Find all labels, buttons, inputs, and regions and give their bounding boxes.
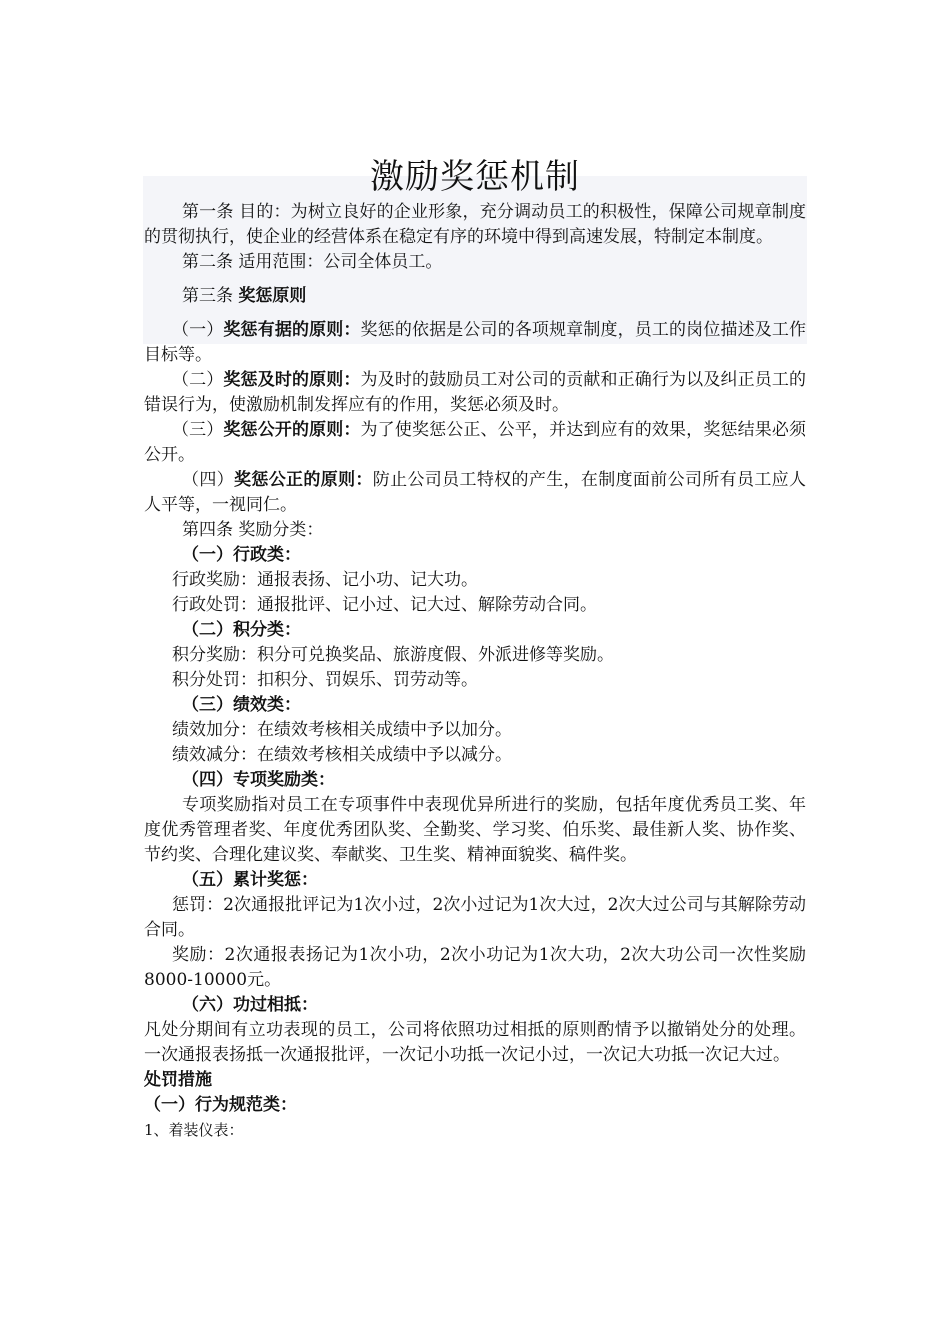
category-2-heading: （二）积分类：	[182, 620, 301, 640]
category-5-line-1: 惩罚：2次通报批评记为1次小过，2次小过记为1次大过，2次大过公司与其解除劳动合同。	[144, 895, 806, 940]
article-2: 第二条 适用范围：公司全体员工。	[182, 252, 443, 272]
category-6-heading: （六）功过相抵：	[182, 995, 318, 1015]
principle-num: （四）	[182, 470, 235, 490]
category-6-text: 凡处分期间有立功表现的员工，公司将依照功过相抵的原则酌情予以撤销处分的处理。一次通报表扬抵一次通报批评，一次记小功抵一次记小过，一次记大功抵一次记大过。	[144, 1020, 806, 1065]
document-title: 激励奖惩机制	[370, 156, 580, 197]
principle-2	[144, 368, 806, 418]
principle-name: 奖惩公正的原则：	[234, 470, 373, 490]
category-1-line-1: 行政奖励：通报表扬、记小功、记大功。	[172, 570, 478, 590]
principle-text: 奖惩的依据是公司的各项规章制度，员工的岗位描述及工作目标等。	[144, 320, 807, 365]
article-4: 第四条 奖励分类：	[182, 520, 324, 540]
category-3-line-2: 绩效减分：在绩效考核相关成绩中予以减分。	[172, 745, 512, 765]
category-1-heading: （一）行政类：	[182, 545, 301, 565]
principle-text: 防止公司员工特权的产生，在制度面前公司所有员工应人人平等，一视同仁。	[144, 470, 807, 515]
article-3-heading: 奖惩原则	[238, 286, 307, 306]
article-1: 第一条 目的：为树立良好的企业形象，充分调动员工的积极性，保障公司规章制度的贯彻执行，使企业的经营体系在稳定有序的环境中得到高速发展，特制定本制度。	[144, 202, 806, 247]
measures-heading: 处罚措施	[144, 1070, 212, 1090]
principle-1	[144, 318, 806, 368]
principle-name: 奖惩及时的原则：	[223, 370, 361, 390]
principle-4	[144, 468, 806, 518]
category-4-text: 专项奖励指对员工在专项事件中表现优异所进行的奖励，包括年度优秀员工奖、年度优秀管理者奖、年度优秀团队奖、全勤奖、学习奖、伯乐奖、最佳新人奖、协作奖、节约奖、合理化建议奖、奉献奖、卫生奖、精神面貌奖、稿件奖。	[144, 795, 806, 865]
category-4-heading: （四）专项奖励类：	[182, 770, 335, 790]
category-2-line-2: 积分处罚：扣积分、罚娱乐、罚劳动等。	[172, 670, 478, 690]
principle-num: （一）	[172, 320, 224, 340]
category-2-line-1: 积分奖励：积分可兑换奖品、旅游度假、外派进修等奖励。	[172, 645, 614, 665]
document-body	[144, 200, 806, 1143]
category-5-heading: （五）累计奖惩：	[182, 870, 318, 890]
article-3	[144, 284, 806, 309]
principle-name: 奖惩公开的原则：	[223, 420, 361, 440]
article-3-prefix: 第三条	[182, 286, 239, 306]
category-3-heading: （三）绩效类：	[182, 695, 301, 715]
principle-name: 奖惩有据的原则：	[223, 320, 361, 340]
measures-subheading: （一）行为规范类：	[144, 1095, 297, 1115]
category-5-line-2: 奖励：2次通报表扬记为1次小功，2次小功记为1次大功，2次大功公司一次性奖励8000-10000元。	[144, 945, 806, 990]
principle-3	[144, 418, 806, 468]
principle-num: （三）	[172, 420, 224, 440]
category-3-line-1: 绩效加分：在绩效考核相关成绩中予以加分。	[172, 720, 512, 740]
principle-text: 为及时的鼓励员工对公司的贡献和正确行为以及纠正员工的错误行为，使激励机制发挥应有的作用，奖惩必须及时。	[144, 370, 807, 415]
principle-num: （二）	[172, 370, 224, 390]
principle-text: 为了使奖惩公正、公平，并达到应有的效果，奖惩结果必须公开。	[144, 420, 807, 465]
category-1-line-2: 行政处罚：通报批评、记小过、记大过、解除劳动合同。	[172, 595, 597, 615]
measures-item-1: 1、着装仪表：	[144, 1121, 244, 1139]
